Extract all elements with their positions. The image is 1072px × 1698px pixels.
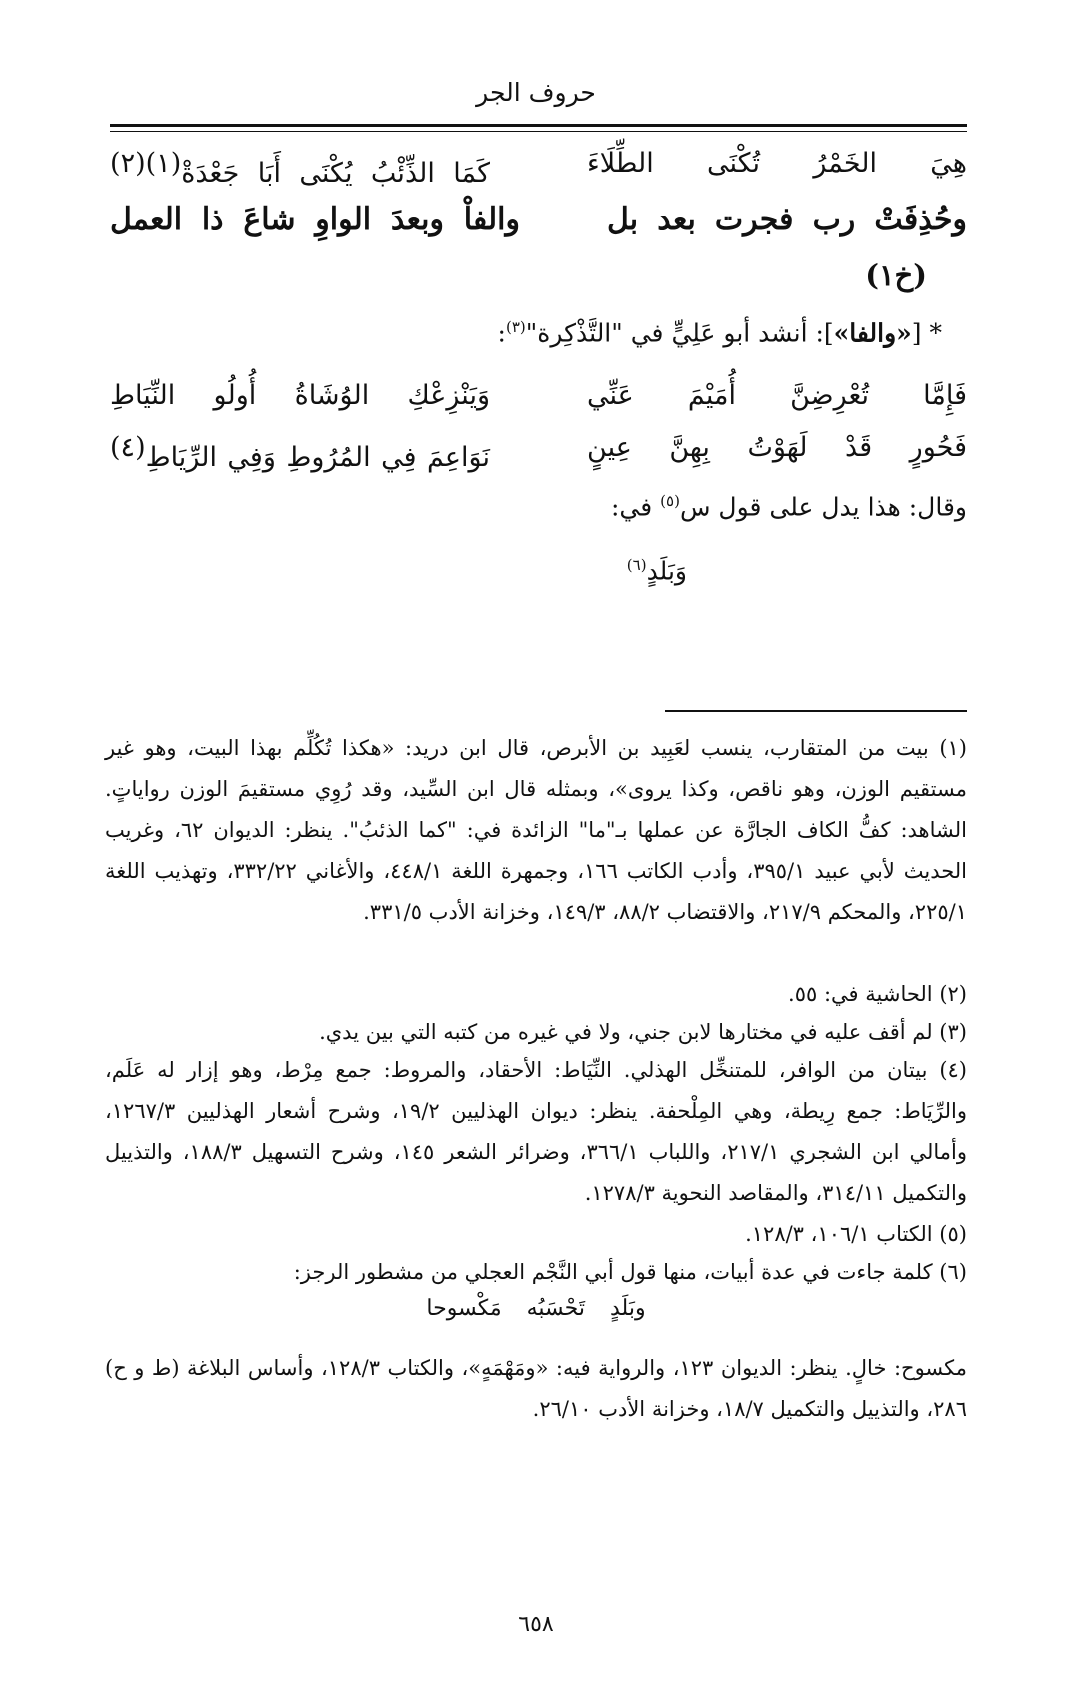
verse-word: أُمَيْمَ: [687, 380, 736, 411]
alfiyya-first-hemistich: [607, 202, 967, 237]
verse-word: أَبَا: [257, 158, 281, 189]
verse-word: تُعْرِضِنَّ: [790, 380, 870, 411]
commentary-prefix: * [: [911, 318, 942, 348]
quoted-word: [627, 556, 687, 585]
verse-word: يُكْنَى: [299, 158, 353, 189]
verse-word: ذا: [201, 202, 224, 237]
verse-word: جَعْدَةْ: [181, 158, 240, 189]
verse-1-second-hemistich: [110, 148, 490, 189]
verse-word: الواوِ: [315, 202, 372, 237]
verse-word: وحُذِفَتْ: [874, 202, 967, 237]
verse-line-3: [110, 432, 967, 478]
verse-word: أُولُو: [213, 380, 257, 411]
footnote-6-continuation: مكسوح: خالٍ. ينظر: الديوان ١٢٣، والرواية فيه: «ومَهْمَهٍ»، والكتاب ١٢٨/٣، وأساس البلاغة (ط و ح) ٢٨٦، والتذييل والتكميل ١٨/٧، وخزانة الأدب ٢٦/١٠.: [105, 1356, 968, 1421]
commentary-text: ]: أنشد أبو عَلِيٍّ في "التَّذْكِرة": [525, 318, 834, 348]
verse-line-2: [110, 380, 967, 426]
verse-word: نَوَاعِمَ: [426, 442, 490, 473]
commentary-term: «والفا»: [833, 318, 912, 348]
verse-word: النِّيَاطِ: [110, 380, 176, 411]
verse-word: تُكْنَى: [706, 148, 761, 179]
commentary-line: [498, 318, 942, 347]
running-header: حروف الجر: [476, 78, 596, 107]
verse-word: العمل: [110, 202, 183, 237]
verse-word: والفاْ: [463, 202, 520, 237]
verse-word: كَمَا: [453, 158, 490, 189]
verse-word: عَنِّي: [587, 380, 634, 411]
footnote-marker: (٦): [626, 556, 647, 574]
verse-word-with-note: [110, 432, 217, 473]
footnote-5: (٥) الكتاب ١٠٦/١، ١٢٨/٣.: [745, 1222, 967, 1246]
verse-word: قَدْ: [845, 432, 873, 463]
verse-3-first-hemistich: [587, 432, 967, 463]
verse-word: المُرُوطِ: [286, 442, 371, 473]
quoted-word-text: وَبَلَدٍ: [646, 556, 687, 586]
footnote-2: (٢) الحاشية في: ٥٥.: [788, 982, 967, 1006]
verse-word: هِيَ: [930, 148, 967, 179]
verse-word: فجرت: [714, 202, 794, 237]
verse-word: وَيَنْزِعْكِ: [407, 380, 490, 411]
footnote-6-verse: وبَلَدٍ تَحْسَبُه مَكْسوحا: [426, 1296, 646, 1321]
footnote-3: (٣) لم أقف عليه في مختارها لابن جني، ولا في غيره من كتبه التي بين يدي.: [319, 1020, 967, 1044]
verse-line-1: [110, 148, 967, 194]
verse-word: رب: [812, 202, 856, 237]
footnote-marker: (٣): [505, 318, 526, 336]
verse-word: فَحُورٍ: [909, 432, 967, 463]
header-rule-thick: [110, 124, 967, 127]
verse-word: الخَمْرُ: [813, 148, 877, 179]
verse-word: وبعدَ: [390, 202, 444, 237]
statement-text: وقال: هذا يدل على قول س: [679, 492, 967, 522]
verse-word: بِهِنَّ: [669, 432, 710, 463]
verse-word: بل: [607, 202, 639, 237]
verse-word: الوُشَاةُ: [294, 380, 370, 411]
verse-word: وَفِي: [227, 442, 276, 473]
footnote-4: (٤) بيتان من الوافر، للمتنخِّل الهذلي. النِّيَاط: الأحقاد، والمروط: جمع مِرْط، وهو إزار له عَلَم، والرِّيَاط: جمع رِيطة، وهي المِلْحفة. ينظر: ديوان الهذليين ١٩/٢، وشرح أشعار الهذليين ١٢٦٧/٣، وأمالي ابن الشجري ٢١٧/١، واللباب ٣٦٦/١، وضرائر الشعر ١٤٥، وشرح التسهيل ١٨٨/٣، والتذييل والتكميل ٣١٤/١١، والمقاصد النحوية ١٢٧٨/٣.: [105, 1058, 967, 1205]
verse-word: شاعَ: [243, 202, 296, 237]
header-rule-thin: [110, 131, 967, 132]
verse-word: بعد: [657, 202, 696, 237]
commentary-suffix: :: [497, 318, 506, 348]
verse-word: لَهَوْتُ: [747, 432, 808, 463]
verse-word: فَإِمَّا: [923, 380, 967, 411]
page-number: ٦٥٨: [518, 1612, 554, 1637]
verse-word: فِي: [381, 442, 417, 473]
verse-word: عِينٍ: [587, 432, 632, 463]
alfiyya-verse: [110, 202, 967, 248]
footnote-marker: (٥): [660, 492, 680, 510]
verse-word: الرِّيَاطِ: [145, 442, 217, 473]
footnote-marker: (١)(٢): [110, 148, 182, 179]
footnote-1: (١) بيت من المتقارب، ينسب لعَبِيد بن الأبرص، قال ابن دريد: «هكذا تُكُلِّم بهذا البيت، وهو غير مستقيم الوزن، وهو ناقص، وكذا يروى»، وبمثله قال ابن السِّيد، وقد رُوِي مستقيمَ الوزن رواياتٍ. الشاهد: كفُّ الكاف الجارَّة عن عملها بـ"ما" الزائدة في: "كما الذئبُ". ينظر: الديوان ٦٢، وغريب الحديث لأبي عبيد ٣٩٥/١، وأدب الكاتب ١٦٦، وجمهرة اللغة ٤٤٨/١، والأغاني ٣٣٢/٢٢، وتهذيب اللغة ٢٢٥/١، والمحكم ٢١٧/٩، والاقتضاب ٨٨/٢، ١٤٩/٣، وخزانة الأدب ٣٣١/٥.: [105, 736, 967, 924]
verse-3-second-hemistich: [110, 432, 490, 473]
verse-word: الذِّئْبُ: [370, 158, 435, 189]
verse-2-first-hemistich: [587, 380, 967, 411]
statement-line: [611, 492, 967, 521]
verse-word: الطِّلَاءَ: [587, 148, 654, 179]
statement-text-end: في:: [611, 492, 661, 522]
footnote-6: (٦) كلمة جاءت في عدة أبيات، منها قول أبي النَّجْم العجلي من مشطور الرجز:: [293, 1260, 967, 1284]
footnote-separator: [665, 710, 967, 712]
verse-1-first-hemistich: [587, 148, 967, 179]
manuscript-code: (خ١): [865, 258, 927, 292]
verse-2-second-hemistich: [110, 380, 490, 411]
alfiyya-second-hemistich: [110, 202, 520, 237]
verse-word-with-note: [110, 148, 239, 189]
footnote-marker: (٤): [110, 432, 146, 463]
